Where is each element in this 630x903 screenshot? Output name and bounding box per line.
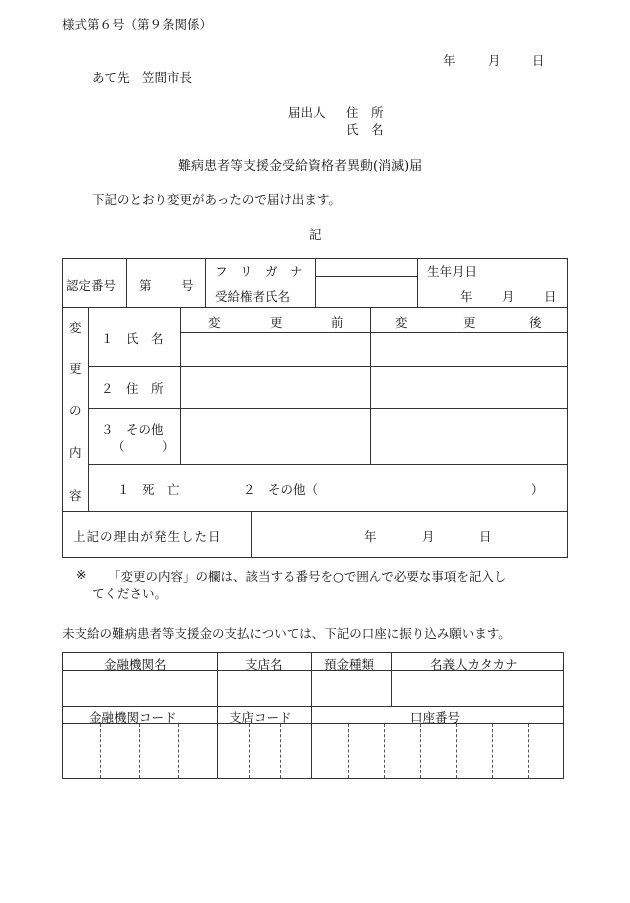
row-name-label: １ 氏 名 <box>101 331 164 346</box>
date-month-label: 月 <box>488 53 501 68</box>
death-option: １ 死 亡 <box>117 482 180 497</box>
cert-number-label: 認定番号 <box>66 278 117 293</box>
before-header-2: 更 <box>270 315 283 330</box>
birthdate-label: 生年月日 <box>427 264 478 279</box>
recipient-name-label: 受給権者氏名 <box>215 289 291 304</box>
date-year-label: 年 <box>443 53 456 68</box>
other-option: ２ その他（ <box>243 482 319 497</box>
reason-day-label: 日 <box>479 529 492 544</box>
before-header-3: 前 <box>331 315 344 330</box>
cert-number-dai: 第 <box>139 278 152 293</box>
date-day-label: 日 <box>532 53 545 68</box>
change-side-2: 更 <box>69 361 82 376</box>
account-number-label: 口座番号 <box>410 710 461 725</box>
branch-name-label: 支店名 <box>245 657 283 672</box>
birth-year-label: 年 <box>460 289 473 304</box>
birth-day-label: 日 <box>544 289 557 304</box>
reason-date-label: 上記の理由が発生した日 <box>73 529 222 544</box>
before-header-1: 変 <box>208 315 221 330</box>
payment-text: 未支給の難病患者等支援金の支払については、下記の口座に振り込み願います。 <box>62 626 511 641</box>
other-option-close: ） <box>531 482 544 497</box>
change-side-4: 内 <box>69 445 82 460</box>
row-other-paren: （ ） <box>112 439 175 454</box>
change-side-5: 容 <box>69 488 82 503</box>
note-mark: ※ <box>76 567 87 582</box>
after-header-2: 更 <box>463 315 476 330</box>
deposit-type-label: 預金種類 <box>324 657 375 672</box>
note-line-1: 「変更の内容」の欄は、該当する番号を○で囲んで必要な事項を記入し <box>108 569 507 584</box>
branch-code-label: 支店コード <box>229 710 292 725</box>
after-header-1: 変 <box>395 315 408 330</box>
row-other-label: ３ その他 <box>101 422 164 437</box>
form-number: 様式第６号（第９条関係） <box>62 17 213 32</box>
applicant-label: 届出人 <box>288 105 326 120</box>
change-side-3: の <box>69 403 82 418</box>
note-line-2: てください。 <box>92 586 168 601</box>
intro-text: 下記のとおり変更があったので届け出ます。 <box>92 192 341 207</box>
cert-number-gou: 号 <box>181 278 194 293</box>
change-side-1: 変 <box>69 320 82 335</box>
row-address-label: ２ 住 所 <box>101 381 164 396</box>
after-header-3: 後 <box>529 315 542 330</box>
applicant-address-label: 住 所 <box>346 105 384 120</box>
holder-kana-label: 名義人カタカナ <box>430 657 518 672</box>
birth-month-label: 月 <box>502 289 515 304</box>
reason-month-label: 月 <box>422 529 435 544</box>
document-title: 難病患者等支援金受給資格者異動(消滅)届 <box>178 159 423 174</box>
bank-code-label: 金融機関コード <box>89 710 177 725</box>
furigana-label: フ リ ガ ナ <box>215 264 303 279</box>
applicant-name-label: 氏 名 <box>346 122 384 137</box>
bank-name-label: 金融機関名 <box>104 657 167 672</box>
ki-label: 記 <box>309 227 322 242</box>
reason-year-label: 年 <box>364 529 377 544</box>
addressee: あて先 笠間市長 <box>92 70 193 85</box>
